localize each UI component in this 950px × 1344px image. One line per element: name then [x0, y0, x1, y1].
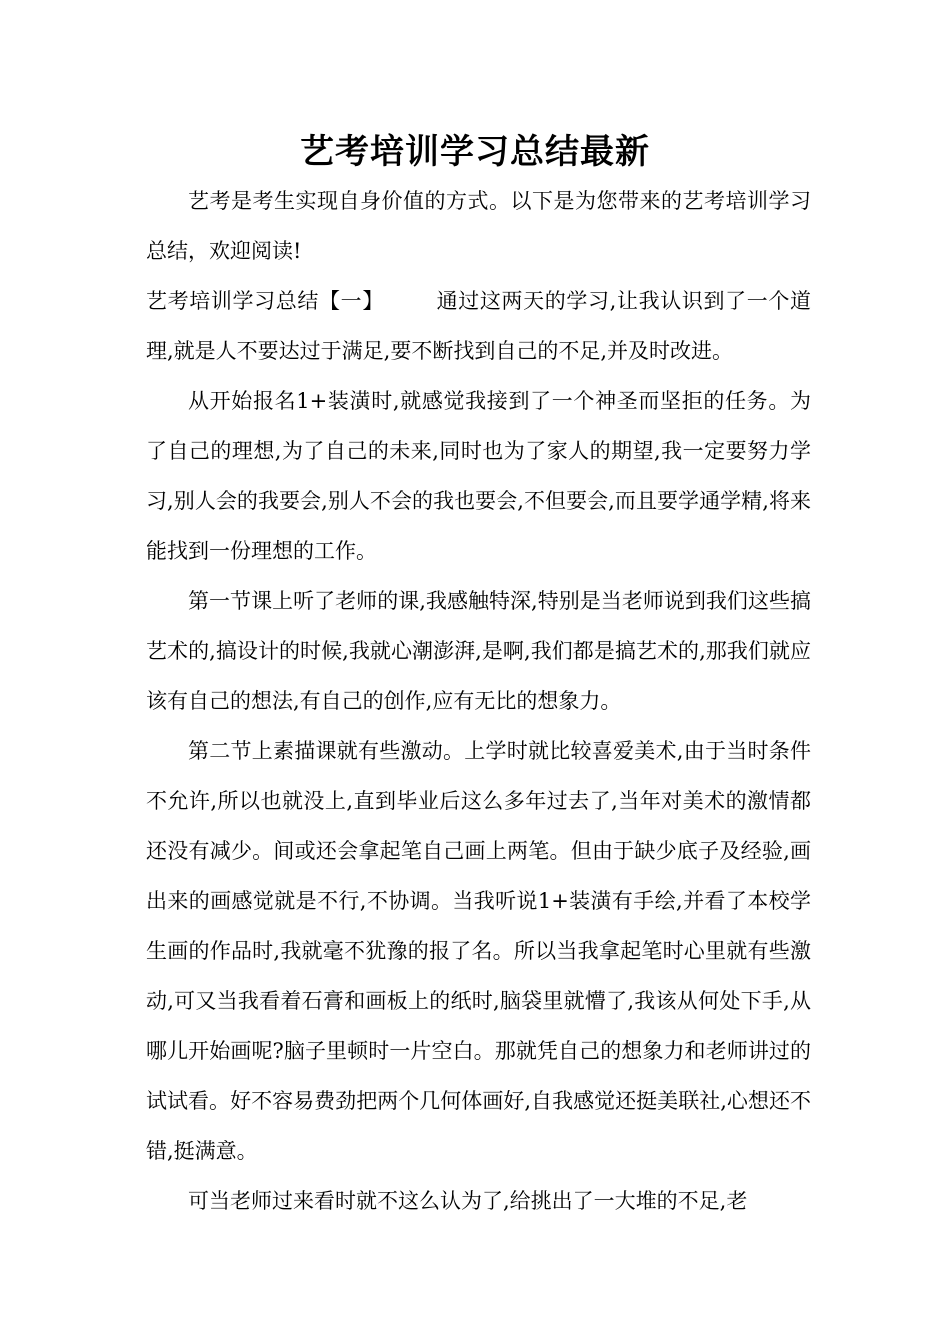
body-paragraph-2: 第一节课上听了老师的课,我感触特深,特别是当老师说到我们这些搞艺术的,搞设计的时候,我就心潮澎湃,是啊,我们都是搞艺术的,那我们就应该有自己的想法,有自己的创作,应有无比的想象力。	[146, 589, 811, 713]
intro-paragraph: 艺考是考生实现自身价值的方式。以下是为您带来的艺考培训学习总结，欢迎阅读!	[146, 189, 811, 263]
section-1-first-text: 通过这两天的学习,让我认识到了一个道理,就是人不要达过于满足,要不断找到自己的不足,并及时改进。	[146, 289, 811, 363]
section-1-paragraph	[146, 276, 811, 376]
document-body	[146, 176, 811, 1226]
document-title: 艺考培训学习总结最新	[300, 132, 650, 172]
section-1-heading: 艺考培训学习总结【一】	[146, 289, 384, 313]
body-paragraph-4: 可当老师过来看时就不这么认为了,给挑出了一大堆的不足,老	[188, 1189, 748, 1213]
body-paragraph-1: 从开始报名1+装潢时,就感觉我接到了一个神圣而坚拒的任务。为了自己的理想,为了自己的未来,同时也为了家人的期望,我一定要努力学习,别人会的我要会,别人不会的我也要会,不但要会,而且要学通学精,将来能找到一份理想的工作。	[146, 389, 811, 563]
body-paragraph-3: 第二节上素描课就有些激动。上学时就比较喜爱美术,由于当时条件不允许,所以也就没上,直到毕业后这么多年过去了,当年对美术的激情都还没有减少。间或还会拿起笔自己画上两笔。但由于缺少底子及经验,画出来的画感觉就是不行,不协调。当我听说1+装潢有手绘,并看了本校学生画的作品时,我就毫不犹豫的报了名。所以当我拿起笔时心里就有些激动,可又当我看着石膏和画板上的纸时,脑袋里就懵了,我该从何处下手,从哪儿开始画呢?脑子里顿时一片空白。那就凭自己的想象力和老师讲过的试试看。好不容易费劲把两个几何体画好,自我感觉还挺美联社,心想还不错,挺满意。	[146, 739, 811, 1163]
